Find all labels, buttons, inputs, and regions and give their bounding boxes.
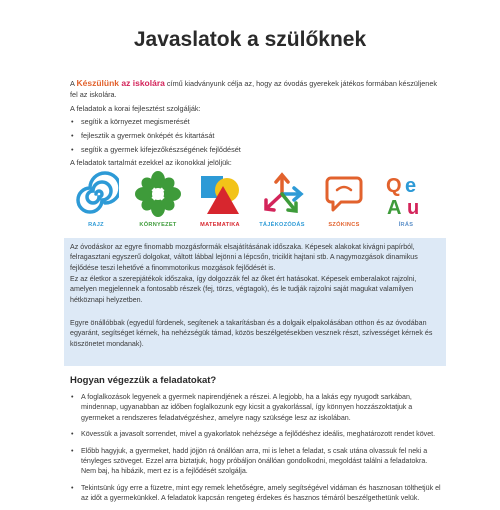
icon-label: KÖRNYEZET: [139, 222, 177, 228]
icon-iras: [378, 170, 434, 240]
list-item: • Tekintsünk úgy erre a füzetre, mint egy remek lehetőségre, amely segítségével vidáman és hasznosan tölthetjük el az időt a gyermekünkkel. A feladatok kapcsán rengeteg érdekes és hasznos témáról beszélgethetünk velük.: [70, 483, 442, 504]
icon-label: MATEMATIKA: [200, 222, 240, 228]
icon-legend: [68, 170, 448, 240]
shapes-icon: [197, 170, 243, 218]
intro-paragraph: [70, 78, 440, 100]
intro-prefix: A: [70, 79, 77, 88]
icon-kornyezet: [130, 170, 186, 240]
list-item: • Előbb hagyjuk, a gyermeket, hadd jöjjön rá önállóan arra, mi is lehet a feladat, s csak utána olvassuk fel neki a tényleges szöveget. Ezzel arra biztatjuk, hogy próbáljon önállóan gondolkodni, megoldást találni a feladatokra. Nem baj, ha hibázik, mert ez is a fejlődését szolgálja.: [70, 446, 442, 477]
intro-rest: című kiadványunk célja az, hogy az óvodás gyerekek játékos formában készüljenek fel az iskolára.: [70, 79, 438, 99]
flower-icon: [135, 170, 181, 218]
arrows-icon: [259, 170, 305, 218]
icon-label: TÁJÉKOZÓDÁS: [259, 222, 305, 228]
box-paragraph: Az óvodáskor az egyre finomabb mozgásformák elsajátításának időszaka. Képesek alakokat kivágni papírból, felragasztani egyszerű dolgokat, váltott lábbal lejönni a lépcsőn, triciklit hajtani stb. A nagymozgások dinamikus fejlődése teszi lehetővé a finommotorikus mozgások fejlődését is.: [70, 243, 418, 272]
box-paragraph: Ez az életkor a szerepjátékok időszaka, így dolgozzák fel az őket ért hatásokat. Képesek emberalakot rajzolni, amelyen megjelennek a fontosabb részek (fej, törzs, végtagok), és le tudják rajzolni saját magukat valamilyen hétköznapi helyzetben.: [70, 275, 417, 304]
icon-tajekozodas: [254, 170, 310, 240]
development-info-box: [64, 238, 446, 366]
list-item: • A foglalkozások legyenek a gyermek napirendjének a részei. A legjobb, ha a lakás egy nyugodt sarkában, mindennap, ugyanabban az időben foglalkozunk egy kicsit a gyakorlással, így könnyen hozzászoktatjuk a gyermeket a rendszeres feladatvégzéshez, amelyre nagy szüksége lesz az iskolában.: [70, 392, 442, 423]
letters-icon: [383, 170, 429, 218]
svg-text:Q: Q: [386, 175, 402, 197]
icon-label: SZÓKINCS: [328, 222, 360, 228]
book-title-part1: Készülünk: [76, 78, 120, 88]
icon-rajz: [68, 170, 124, 240]
list-item: • segítik a környezet megismerését: [70, 116, 440, 130]
svg-text:e: e: [405, 175, 417, 197]
how-list: [70, 392, 442, 510]
book-title-part2: az iskolára: [121, 78, 165, 88]
icons-intro: A feladatok tartalmát ezekkel az ikonokkal jelöljük:: [70, 158, 232, 167]
list-item: • Kövessük a javasolt sorrendet, mivel a gyakorlatok nehézsége a fejlődéshez ideális, meghatározott rendet követ.: [70, 429, 442, 439]
icon-label: RAJZ: [88, 222, 104, 228]
box-paragraph: Egyre önállóbbak (egyedül fürdenek, segítenek a takarításban és a dolgaik elpakolásában otthon és az óvodában egyaránt, segítséget kérnek, ha nehézségük támad, közös beszélgetésekben vesznek részt, szívességet kérnek és köszönetet mondanak).: [70, 319, 433, 348]
page-title: Javaslatok a szülőknek: [133, 28, 367, 51]
book-title: [77, 78, 165, 88]
icon-matematika: [192, 170, 248, 240]
icon-label: ÍRÁS: [398, 222, 414, 228]
functions-list: [70, 116, 440, 158]
list-item: • fejlesztik a gyermek önképét és kitartását: [70, 130, 440, 144]
svg-text:A: A: [387, 197, 402, 218]
speech-icon: [321, 170, 367, 218]
svg-text:u: u: [407, 197, 420, 218]
icon-szokincs: [316, 170, 372, 240]
section-heading: Hogyan végezzük a feladatokat?: [70, 375, 217, 386]
spiral-icon: [73, 170, 119, 218]
functions-intro: A feladatok a korai fejlesztést szolgálják:: [70, 104, 201, 113]
list-item: • segítik a gyermek kifejezőkészségének fejlődését: [70, 144, 440, 158]
